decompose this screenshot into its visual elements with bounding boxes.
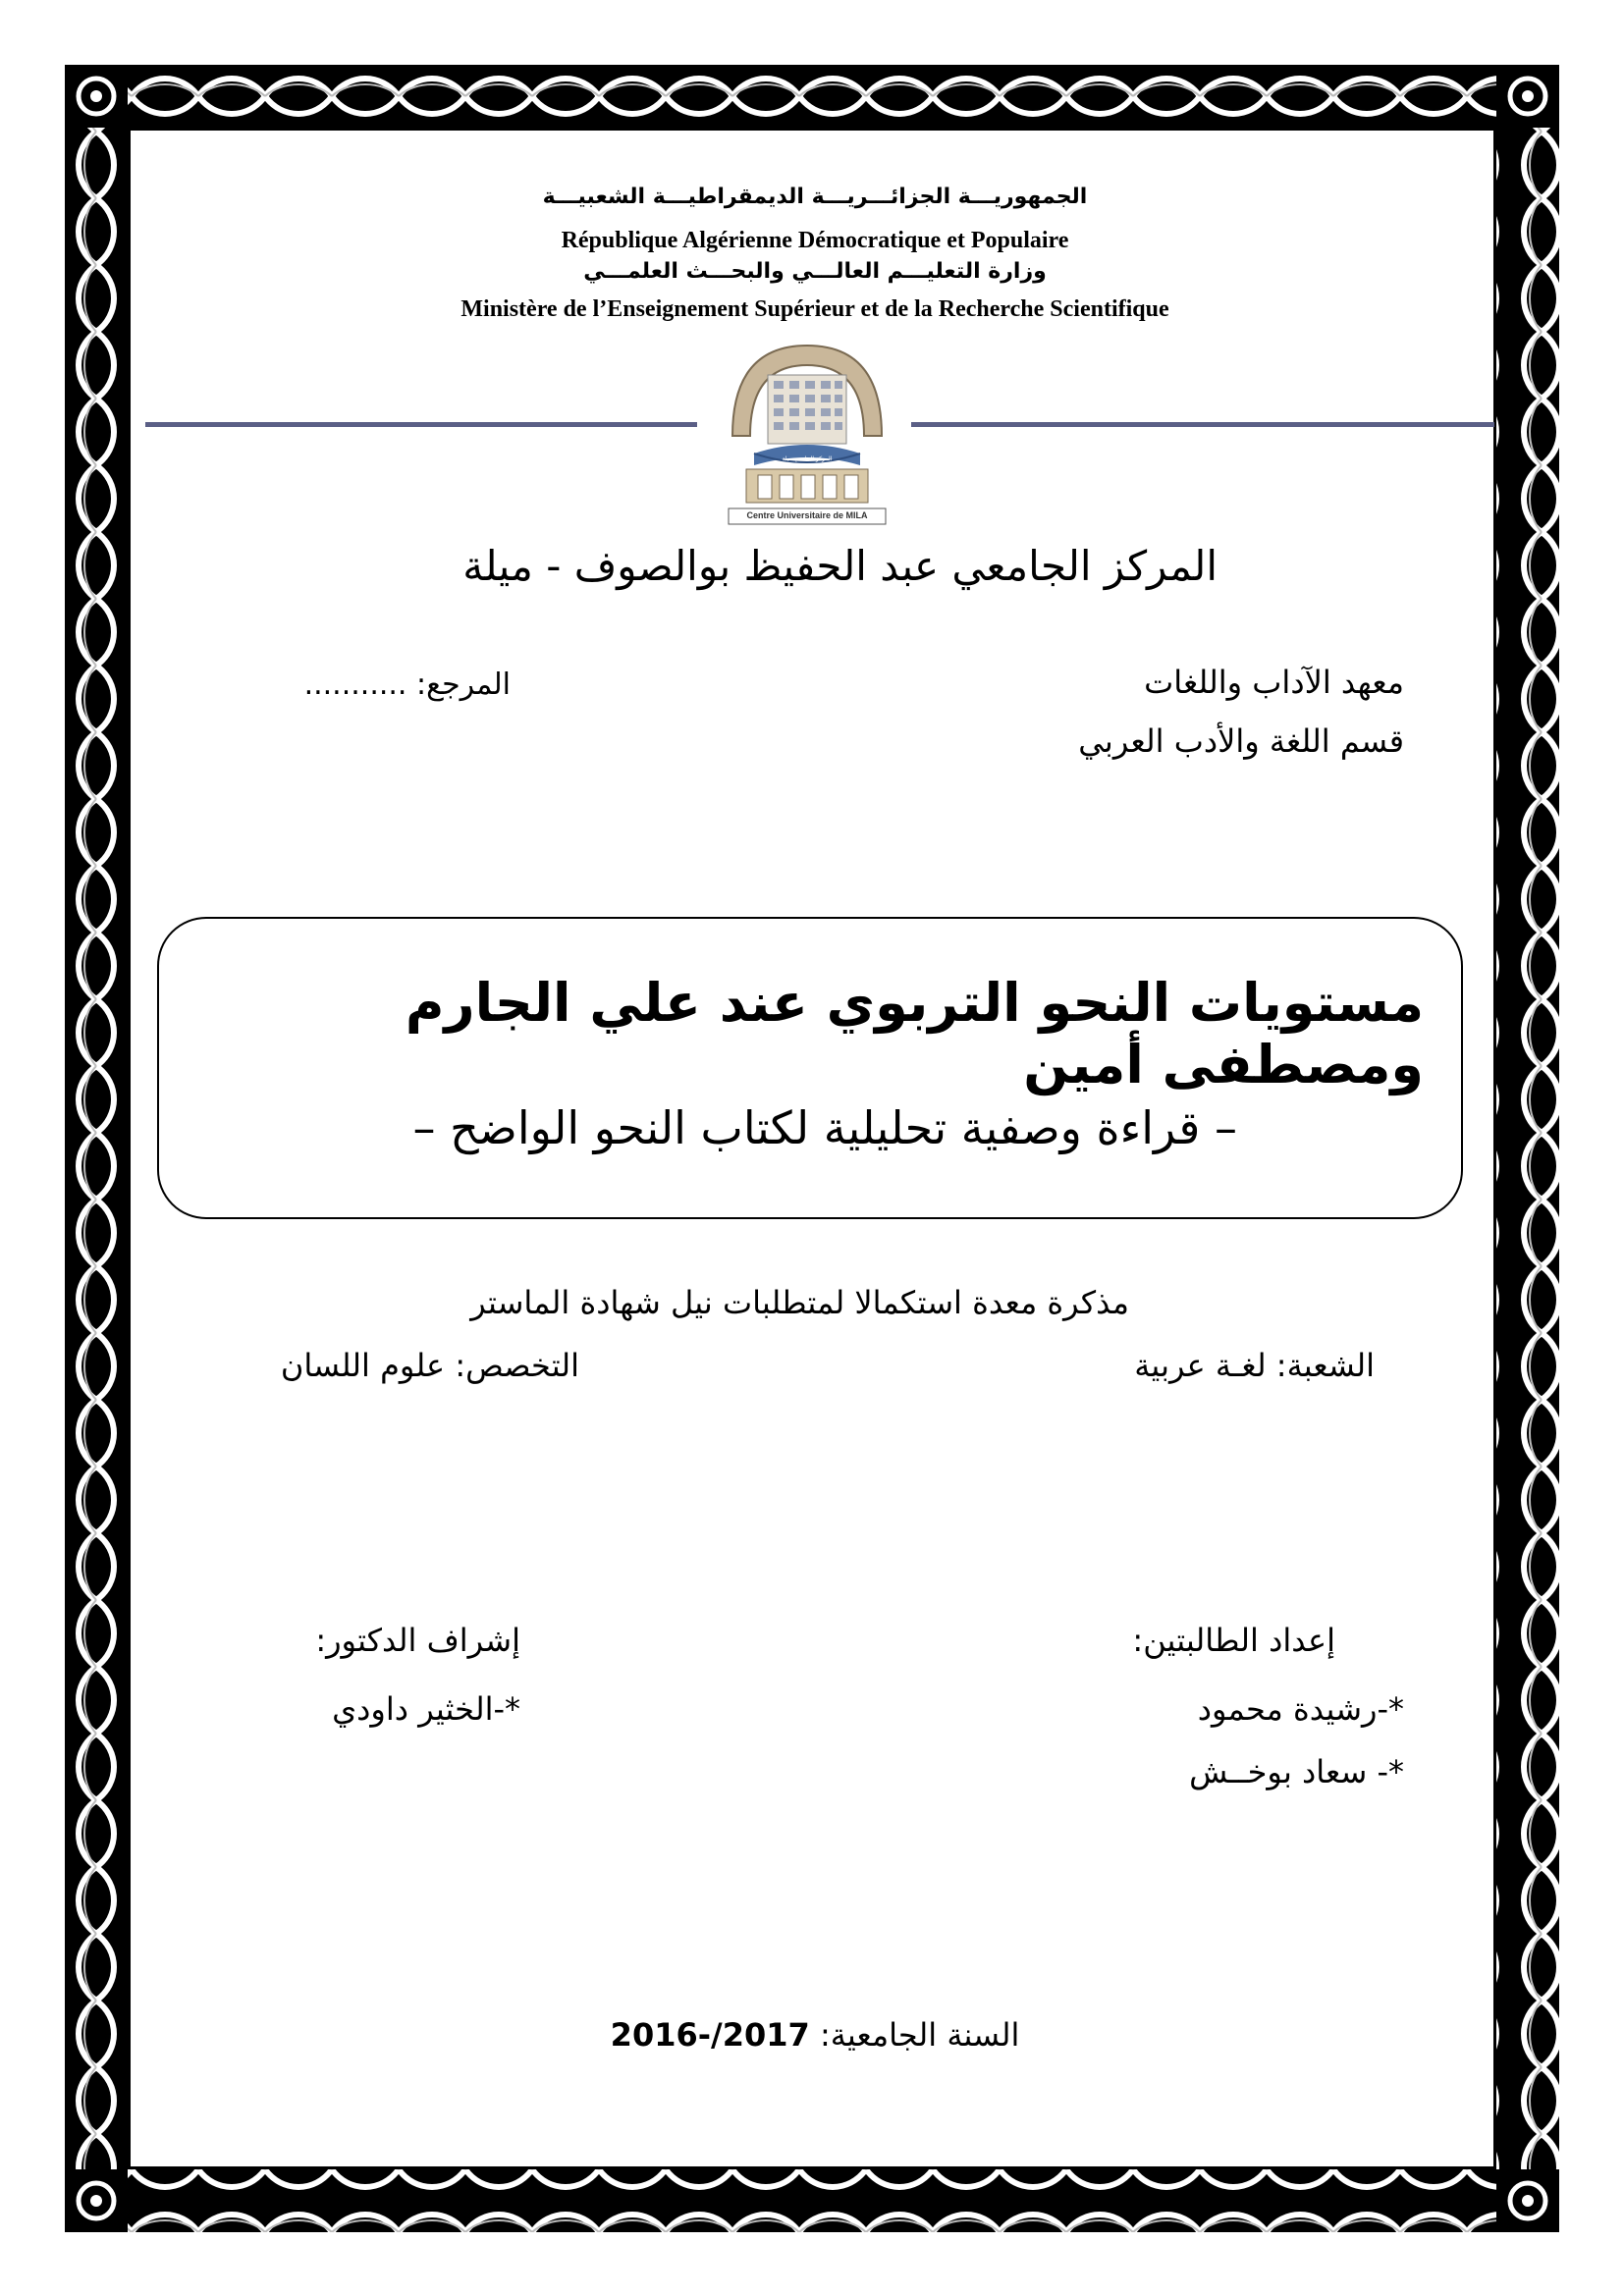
specialty-field: التخصص: علوم اللسان — [280, 1347, 579, 1384]
student-name-1: *-رشيدة محمود — [1197, 1690, 1404, 1728]
reference-field: المرجع: ........... — [303, 667, 511, 702]
supervisor-name: *-الخثير داودي — [332, 1690, 520, 1728]
thesis-subtitle: – قراءة وصفية تحليلية لكتاب النحو الواضح – — [412, 1101, 1237, 1154]
supervisor-label: إشراف الدكتور: — [315, 1622, 520, 1659]
students-label: إعداد الطالبتين: — [1132, 1622, 1335, 1659]
logo-caption: Centre Universitaire de MILA — [746, 510, 868, 520]
ministry-french: Ministère de l’Enseignement Supérieur et de la Recherche Scientifique — [460, 296, 1169, 322]
header-rule-left — [145, 422, 697, 427]
university-logo — [725, 338, 890, 530]
academic-year-value: 2016-/2017 — [610, 2016, 810, 2054]
header-rule-right — [911, 422, 1494, 427]
branch-field: الشعبة: لغـة عربية — [1134, 1347, 1375, 1384]
ministry-arabic: وزارة التعليـــم العالـــي والبحـــث العلمـــي — [583, 259, 1047, 284]
memo-description: مذكرة معدة استكمالا لمتطلبات نيل شهادة الماستر — [470, 1284, 1129, 1321]
academic-year — [550, 2016, 1080, 2054]
logo-banner-text: المركز الجامعي ميلة — [782, 455, 833, 462]
academic-year-label: السنة الجامعية: — [819, 2016, 1020, 2054]
institution-name: المركز الجامعي عبد الحفيظ بوالصوف - ميلة — [462, 542, 1218, 590]
student-name-2: *- سعاد بوخــش — [1189, 1753, 1404, 1790]
thesis-title: مستويات النحو التربوي عند علي الجارم ومصطفى أمين — [405, 972, 1424, 1095]
republic-french: République Algérienne Démocratique et Populaire — [561, 228, 1069, 253]
republic-arabic: الجمهوريـــة الجزائـــريـــة الديمقراطيـــة الشعبيـــة — [542, 185, 1088, 209]
department-name: قسم اللغة والأدب العربي — [1078, 722, 1404, 760]
institute-name: معهد الآداب واللغات — [1144, 664, 1404, 701]
